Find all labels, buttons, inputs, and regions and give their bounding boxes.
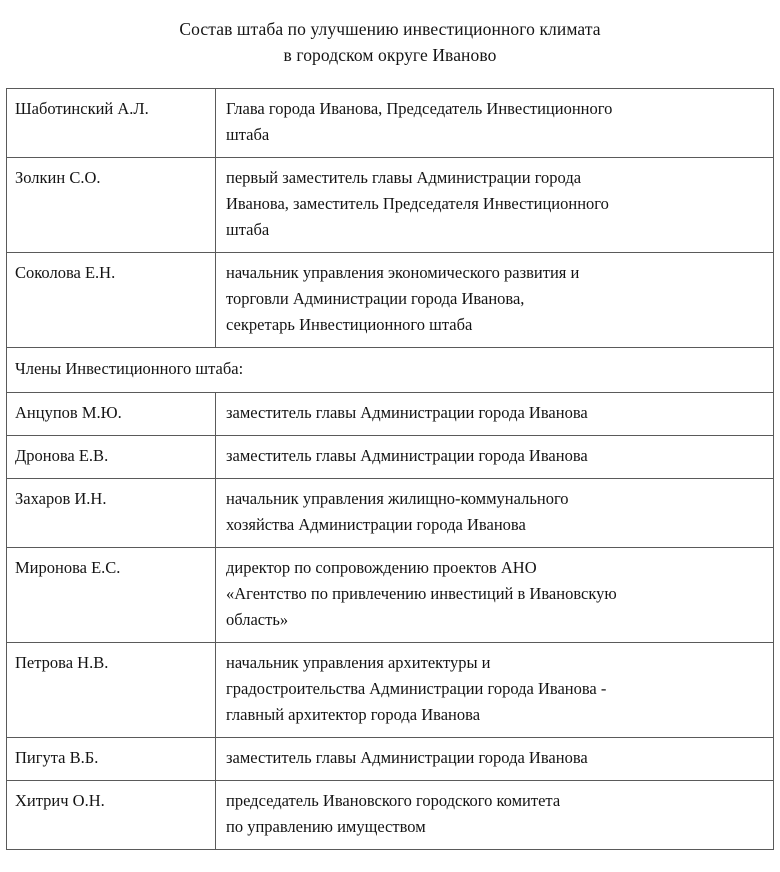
member-role-line: штаба (226, 125, 270, 144)
member-name: Петрова Н.В. (15, 653, 109, 672)
page-title-line-1: Состав штаба по улучшению инвестиционного климата (179, 19, 601, 39)
member-role-cell (216, 479, 774, 548)
section-heading-label: Члены Инвестиционного штаба: (15, 359, 244, 378)
table-row (7, 781, 774, 850)
member-role-cell (216, 393, 774, 436)
member-name: Соколова Е.Н. (15, 263, 116, 282)
member-role-line: секретарь Инвестиционного штаба (226, 315, 473, 334)
table-row (7, 738, 774, 781)
member-role-cell (216, 158, 774, 253)
member-role-line: хозяйства Администрации города Иванова (226, 515, 526, 534)
table-row (7, 393, 774, 436)
member-name-cell (7, 89, 216, 158)
table-row (7, 548, 774, 643)
member-role-line: Иванова, заместитель Председателя Инвестиционного (226, 194, 609, 213)
table-row (7, 348, 774, 393)
member-name-cell (7, 253, 216, 348)
member-name: Анцупов М.Ю. (15, 403, 122, 422)
member-name: Миронова Е.С. (15, 558, 121, 577)
member-role-line: торговли Администрации города Иванова, (226, 289, 525, 308)
member-name-cell (7, 479, 216, 548)
member-role-line: председатель Ивановского городского комитета (226, 791, 561, 810)
member-role-line: градостроительства Администрации города Иванова - (226, 679, 607, 698)
member-name: Хитрич О.Н. (15, 791, 105, 810)
table-row (7, 436, 774, 479)
member-name-cell (7, 436, 216, 479)
member-name: Пигута В.Б. (15, 748, 99, 767)
member-role-cell (216, 738, 774, 781)
member-role-line: «Агентство по привлечению инвестиций в Ивановскую (226, 584, 617, 603)
member-name: Дронова Е.В. (15, 446, 109, 465)
section-heading-cell (7, 348, 774, 393)
page-title-line-2: в городском округе Иваново (283, 45, 497, 65)
table-row (7, 89, 774, 158)
member-role-line: первый заместитель главы Администрации города (226, 168, 582, 187)
member-role-line: штаба (226, 220, 270, 239)
member-role-line: заместитель главы Администрации города Иванова (226, 446, 588, 465)
member-role-cell (216, 643, 774, 738)
staff-table (6, 88, 774, 850)
member-name-cell (7, 738, 216, 781)
member-role-cell (216, 436, 774, 479)
member-name-cell (7, 158, 216, 253)
member-name-cell (7, 548, 216, 643)
member-name: Шаботинский А.Л. (15, 99, 149, 118)
member-role-line: заместитель главы Администрации города Иванова (226, 748, 588, 767)
staff-table-body (7, 89, 774, 850)
table-row (7, 643, 774, 738)
member-name: Золкин С.О. (15, 168, 101, 187)
page-title (0, 0, 780, 68)
member-role-line: начальник управления архитектуры и (226, 653, 491, 672)
member-name-cell (7, 643, 216, 738)
member-role-line: область» (226, 610, 289, 629)
member-name: Захаров И.Н. (15, 489, 107, 508)
staff-table-container (6, 88, 773, 850)
member-role-line: заместитель главы Администрации города Иванова (226, 403, 588, 422)
member-role-line: главный архитектор города Иванова (226, 705, 481, 724)
table-row (7, 253, 774, 348)
member-role-cell (216, 89, 774, 158)
member-role-cell (216, 548, 774, 643)
member-name-cell (7, 781, 216, 850)
member-role-cell (216, 253, 774, 348)
member-name-cell (7, 393, 216, 436)
member-role-cell (216, 781, 774, 850)
member-role-line: начальник управления экономического развития и (226, 263, 580, 282)
table-row (7, 479, 774, 548)
member-role-line: начальник управления жилищно-коммунального (226, 489, 569, 508)
table-row (7, 158, 774, 253)
member-role-line: по управлению имуществом (226, 817, 426, 836)
member-role-line: Глава города Иванова, Председатель Инвестиционного (226, 99, 613, 118)
member-role-line: директор по сопровождению проектов АНО (226, 558, 537, 577)
